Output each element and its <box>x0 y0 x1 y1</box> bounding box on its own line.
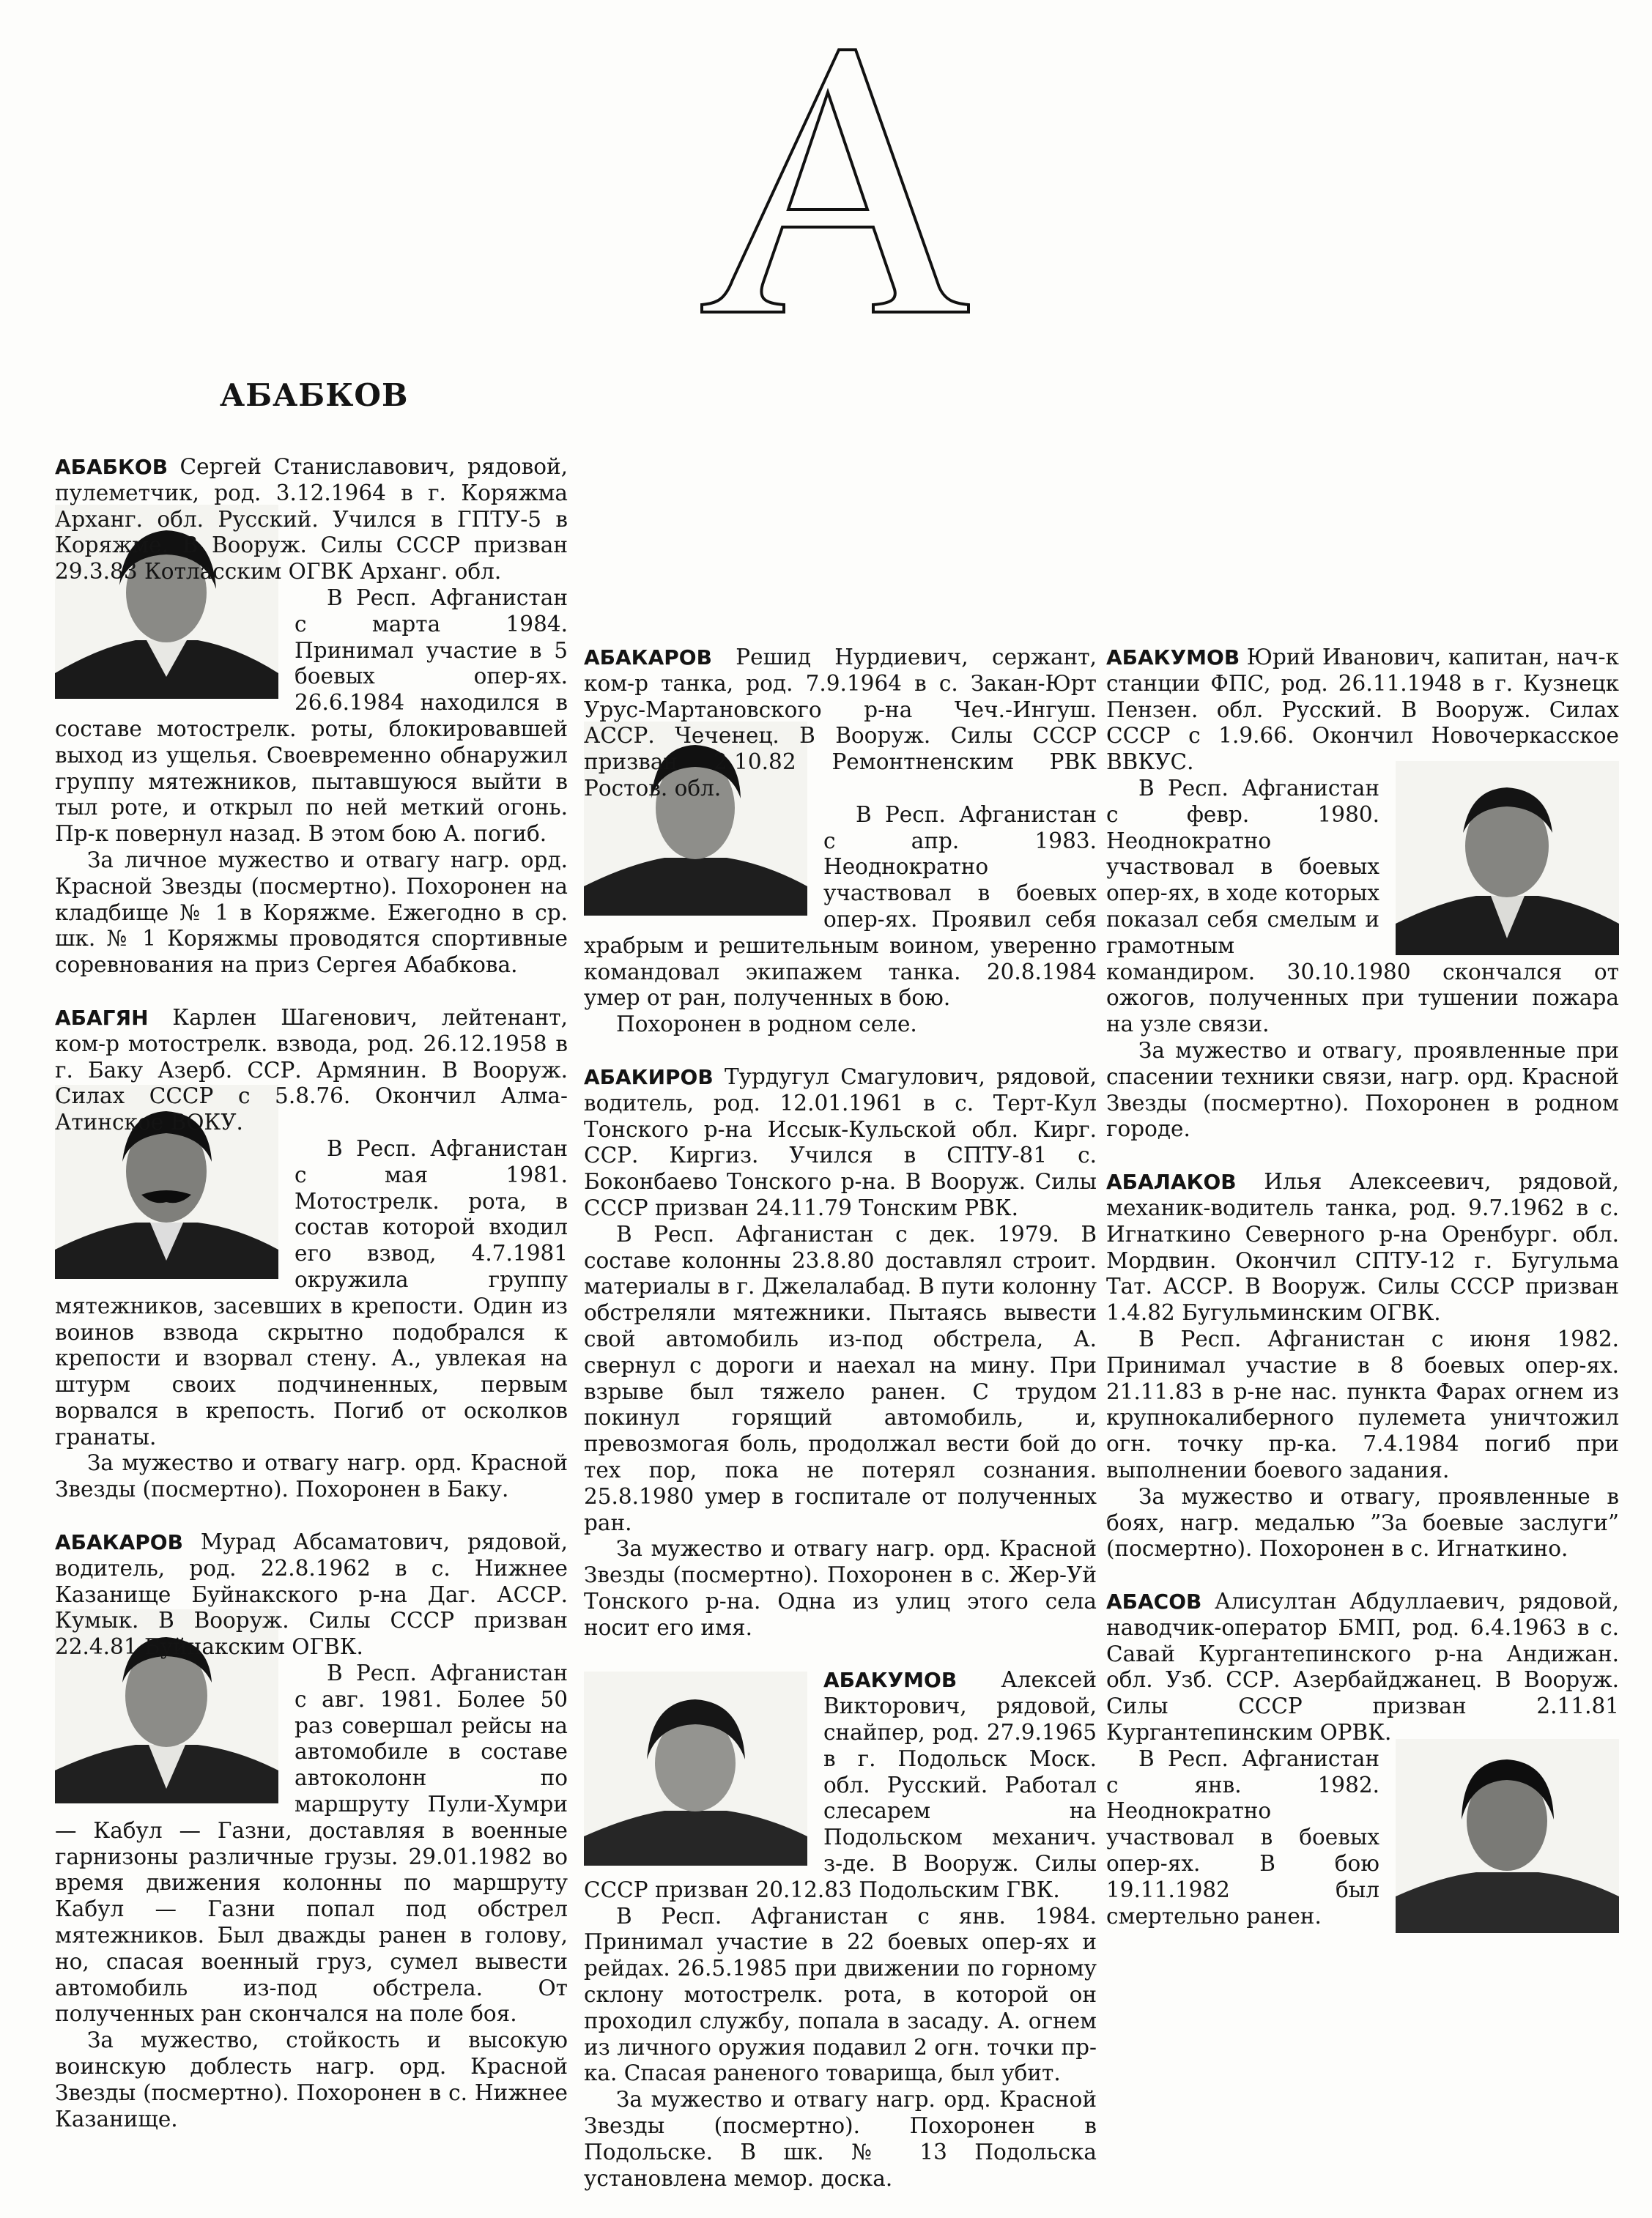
entry-service: В Респ. Афганистан с мая 1981. Мотострелк. рота, в состав которой входил его взвод, 4.7.1981 окружила группу мятежников, засевших в крепости. Один из воинов взвода скрытно подобрался к крепости и взорвал стену. А., увлекая на штурм своих подчиненных, первым ворвался в крепость. Погиб от осколков гранаты. <box>55 1135 568 1450</box>
entry-head: Сергей Станиславович, рядовой, пулеметчик, род. 3.12.1964 в г. Коряжма Арханг. обл. Русский. Учился в ГПТУ-5 в Коряжме. В Вооруж. Силы СССР призван 29.3.83 Котласским ОГВК Арханг. обл. <box>55 454 568 585</box>
entry-service: В Респ. Афганистан с дек. 1979. В составе колонны 23.8.80 доставлял строит. материалы в г. Джелалабад. В пути колонну обстреляли мятежники. Пытаясь вывести свой автомобиль из-под обстрела, А. свернул с дороги и наехал на мину. При взрыве был тяжело ранен. С трудом покинул горящий автомобиль, и, превозмогая боль, продолжал вести бой до тех пор, пока не потерял сознания. 25.8.1980 умер в госпитале от полученных ран. <box>584 1221 1097 1535</box>
entry-service: В Респ. Афганистан с февр. 1980. Неоднократно участвовал в боевых опер-ях, в ходе которых показал себя смелым и грамотным командиром. 30.10.1980 скончался от ожогов, полученных при тушении пожара на узле связи. <box>1106 775 1619 1037</box>
entry-service: В Респ. Афганистан с апр. 1983. Неоднократно участвовал в боевых опер-ях. Проявил себя храбрым и решительным воином, уверенно командовал экипажем танка. 20.8.1984 умер от ран, полученных в бою. <box>584 801 1097 1011</box>
portrait-photo <box>1396 1739 1619 1933</box>
entry-abakirov <box>584 1064 1097 1642</box>
entry-awards: За мужество и отвагу нагр. орд. Красной Звезды (посмертно). Похоронен в Подольске. В шк. № 13 Подольска установлена мемор. доска. <box>584 2087 1097 2191</box>
portrait-photo-image <box>584 1672 807 1866</box>
entry-surname: АБАБКОВ <box>55 455 168 479</box>
section-letter-a <box>681 44 989 315</box>
entry-head: Решид Нурдиевич, сержант, ком-р танка, род. 7.9.1964 в с. Закан-Юрт Урус-Мартановского р-на Чеч.-Ингуш. АССР. Чеченец. В Вооруж. Силы СССР призван 2.10.82 Ремонтненским РВК Ростов. обл. <box>584 645 1097 801</box>
entry-awards: За мужество и отвагу, проявленные при спасении техники связи, нагр. орд. Красной Звезды (посмертно). Похоронен в родном городе. <box>1106 1037 1619 1142</box>
entry-service: В Респ. Афганистан с марта 1984. Принимал участие в 5 боевых опер-ях. 26.6.1984 находился в составе мотострелк. роты, блокировавшей выход из ущелья. Своевременно обнаружил группу мятежников, пытавшуюся выйти в тыл роте, и открыл по ней меткий огонь. Пр-к повернул назад. В этом бою А. погиб. <box>55 585 568 847</box>
column-3 <box>1106 645 1619 1959</box>
entry-service: В Респ. Афганистан с янв. 1982. Неоднократно участвовал в боевых опер-ях. В бою 19.11.1982 был смертельно ранен. <box>1106 1746 1379 1929</box>
entry-awards: Похоронен в родном селе. <box>616 1012 917 1037</box>
entry-abasov <box>1106 1589 1619 1933</box>
entry-head: Алисултан Абдуллаевич, рядовой, наводчик-оператор БМП, род. 6.4.1963 в с. Савай Кургантепинского р-на Андижан. обл. Узб. ССР. Азербайджанец. В Вооруж. Силы СССР призван 2.11.81 Кургантепинским ОРВК. <box>1106 1589 1619 1746</box>
column-2-main <box>584 381 1097 2218</box>
entry-surname: АБАКУМОВ <box>1106 645 1240 670</box>
entry-awards: За мужество и отвагу нагр. орд. Красной Звезды (посмертно). Похоронен в Баку. <box>55 1450 568 1502</box>
entry-head: Юрий Иванович, капитан, нач-к станции ФПС, род. 26.11.1948 в г. Кузнецк Пензен. обл. Русский. В Вооруж. Силах СССР с 1.9.66. Окончил Новочеркасское ВВКУС. <box>1106 645 1619 775</box>
column-1 <box>55 454 568 2159</box>
entry-surname: АБАКАРОВ <box>584 645 712 670</box>
entry-surname: АБАКАРОВ <box>55 1530 183 1555</box>
portrait-photo <box>1396 761 1619 955</box>
entry-abakarov-murad <box>55 1529 568 2132</box>
entry-abakumov-aleksei <box>584 1667 1097 2192</box>
entry-ababkov <box>55 454 568 979</box>
entry-surname: АБАЛАКОВ <box>1106 1170 1237 1195</box>
running-head: АБАБКОВ <box>220 377 409 413</box>
entry-head: Алексей Викторович, рядовой, снайпер, род. 27.9.1965 в г. Подольск Моск. обл. Русский. Работал слесарем на Подольском механич. з-де. В Вооруж. Силы СССР призван 20.12.83 Подольским ГВК. <box>584 1667 1097 1902</box>
entry-surname: АБАСОВ <box>1106 1590 1202 1614</box>
portrait-photo-image <box>1396 761 1619 955</box>
entry-awards: За личное мужество и отвагу нагр. орд. Красной Звезды (посмертно). Похоронен на кладбище № 1 в Коряжме. Ежегодно в ср. шк. № 1 Коряжмы проводятся спортивные соревнования на приз Сергея Абабкова. <box>55 847 568 978</box>
entry-service: В Респ. Афганистан с авг. 1981. Более 50 раз совершал рейсы на автомобиле в составе автоколонн по маршруту Пули-Хумри — Кабул — Газни, доставляя в военные гарнизоны различные грузы. 29.01.1982 во время движения колонны по маршруту Кабул — Газни попал под обстрел мятежников. Был дважды ранен в голову, но, спасая военный груз, сумел вывести автомобиль из-под обстрела. От полученных ран скончался на поле боя. <box>55 1661 568 2027</box>
entry-head: Карлен Шагенович, лейтенант, ком-р мотострелк. взвода, род. 26.12.1958 в г. Баку Азерб. ССР. Армянин. В Вооруж. Силах СССР с 5.8.76. Окончил Алма-Атинское ВОКУ. <box>55 1004 568 1135</box>
portrait-photo <box>584 1672 807 1866</box>
entry-awards: За мужество и отвагу нагр. орд. Красной Звезды (посмертно). Похоронен в с. Жер-Уй Тонского р-на. Одна из улиц этого села носит его имя. <box>584 1536 1097 1640</box>
entry-awards: За мужество, стойкость и высокую воинскую доблесть нагр. орд. Красной Звезды (посмертно). Похоронен в с. Нижнее Казанище. <box>55 2028 568 2132</box>
entry-abakarov-reshid <box>584 645 1097 1038</box>
entry-surname: АБАКУМОВ <box>823 1668 958 1693</box>
entry-head: Мурад Абсаматович, рядовой, водитель, род. 22.8.1962 в с. Нижнее Казанище Буйнакского р-на Даг. АССР. Кумык. В Вооруж. Силы СССР призван 22.4.81 Буйнакским ОГВК. <box>55 1529 568 1660</box>
entry-service: В Респ. Афганистан с янв. 1984. Принимал участие в 22 боевых опер-ях и рейдах. 26.5.1985 при движении по горному склону мотострелк. рота, в которой он проходил службу, попала в засаду. А. огнем из личного оружия подавил 2 огн. точки пр-ка. Спасая раненого товарища, был убит. <box>584 1903 1097 2086</box>
entry-head: Илья Алексеевич, рядовой, механик-водитель танка, род. 9.7.1962 в с. Игнаткино Северного р-на Оренбург. обл. Мордвин. Окончил СПТУ-12 г. Бугульма Тат. АССР. В Вооруж. Силы СССР призван 1.4.82 Бугульминским ОГВК. <box>1106 1169 1619 1326</box>
entry-awards: За мужество и отвагу, проявленные в боях, нагр. медалью ”За боевые заслуги” (посмертно). Похоронен в с. Игнаткино. <box>1106 1483 1619 1562</box>
portrait-photo-image <box>1396 1739 1619 1933</box>
entry-abakumov-yuri <box>1106 645 1619 1143</box>
entry-surname: АБАКИРОВ <box>584 1064 714 1089</box>
entry-abagyan <box>55 1005 568 1503</box>
entry-abalakov <box>1106 1169 1619 1562</box>
entry-surname: АБАГЯН <box>55 1005 149 1030</box>
entry-service: В Респ. Афганистан с июня 1982. Принимал участие в 8 боевых опер-ях. 21.11.83 в р-не нас. пункта Фарах огнем из крупнокалиберного пулемета уничтожил огн. точку пр-ка. 7.4.1984 погиб при выполнении боевого задания. <box>1106 1326 1619 1483</box>
entry-head: Турдугул Смагулович, рядовой, водитель, род. 12.01.1961 в с. Терт-Кул Тонского р-на Иссык-Кульской обл. Кирг. ССР. Киргиз. Учился в СПТУ-81 с. Боконбаево Тонского р-на. В Вооруж. Силы СССР призван 24.11.79 Тонским РВК. <box>584 1064 1097 1220</box>
